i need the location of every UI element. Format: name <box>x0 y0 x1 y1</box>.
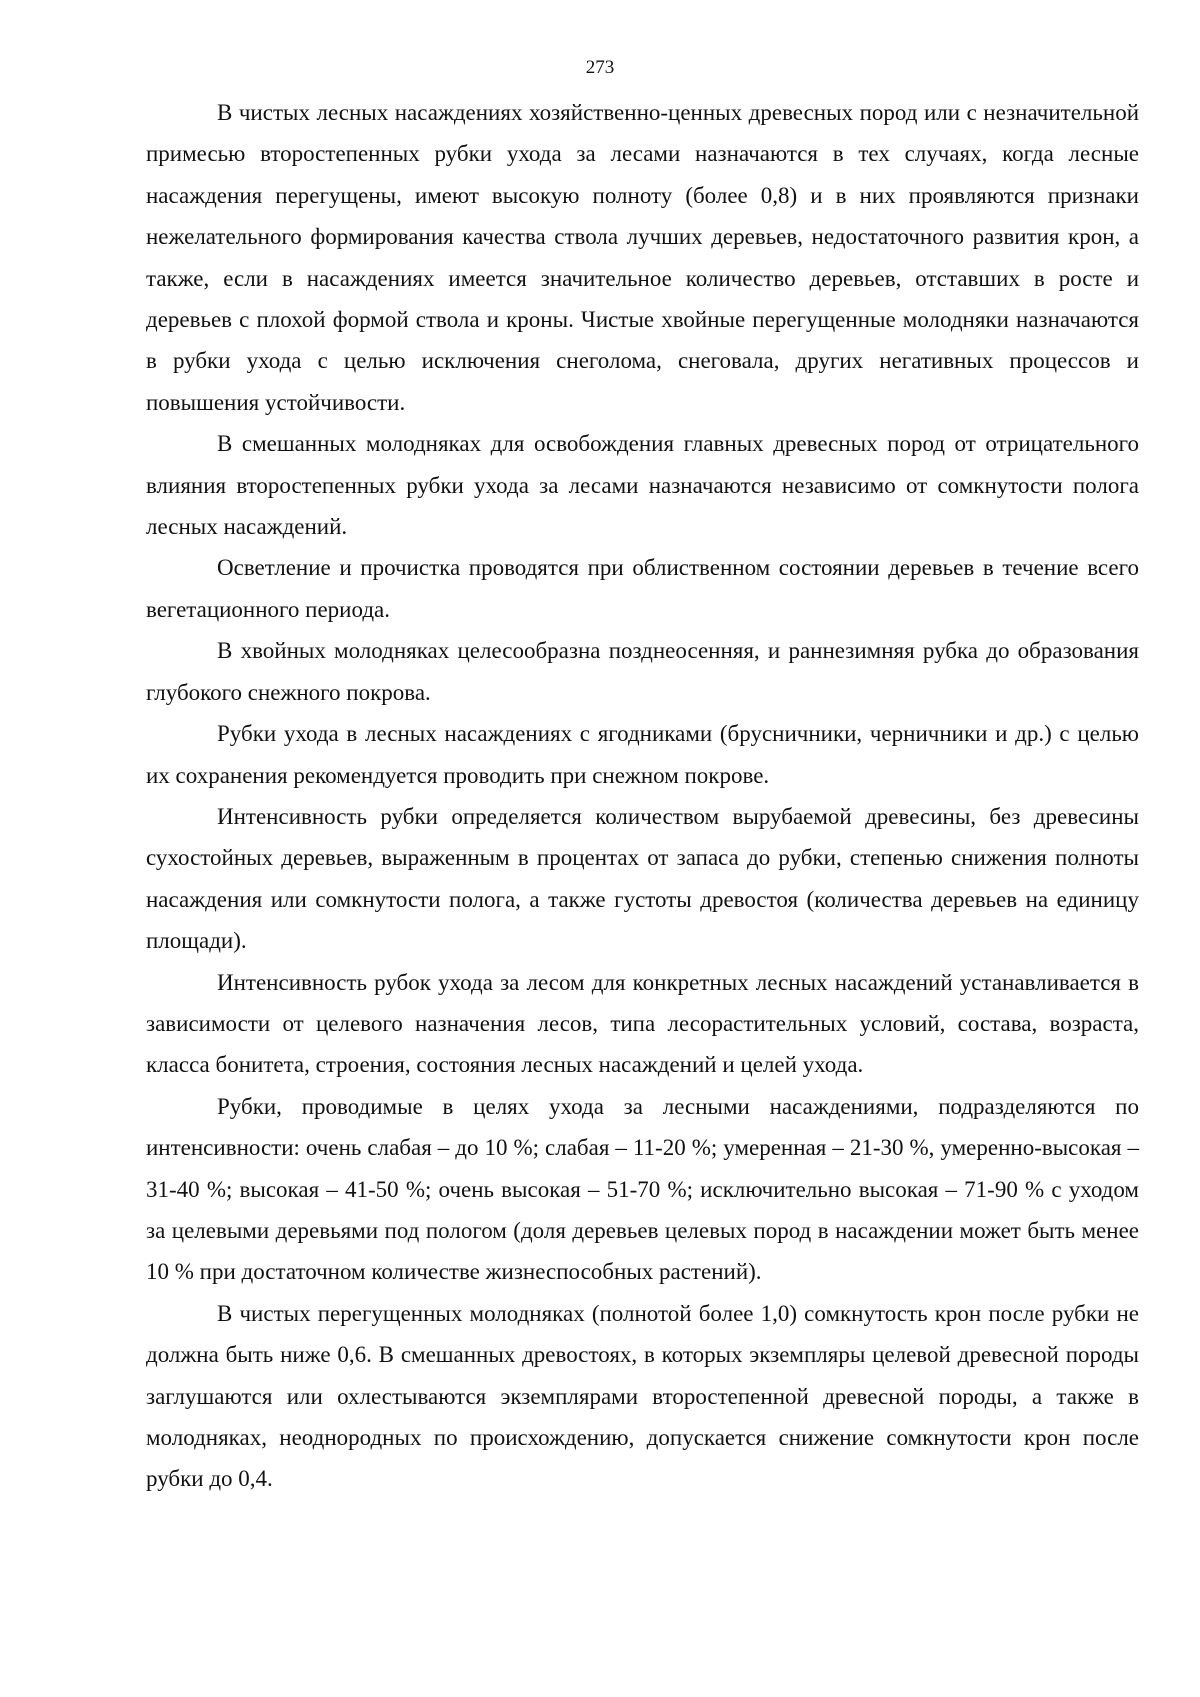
paragraph-coniferous-young-stands: В хвойных молодняках целесообразна позднеосенняя, и раннезимняя рубка до образования глубокого снежного покрова. <box>146 638 1139 705</box>
paragraph-mixed-young-stands: В смешанных молодняках для освобождения главных древесных пород от отрицательного влияния второстепенных рубки ухода за лесами назначаются независимо от сомкнутости полога лесных насаждений. <box>146 431 1139 540</box>
paragraph-crown-closure: В чистых перегущенных молодняках (полнотой более 1,0) сомкнутость крон после рубки не должна быть ниже 0,6. В смешанных древостоях, в которых экземпляры целевой древесной породы заглушаются или охлестываются экземплярами второстепенной древесной породы, а также в молодняках, неоднородных по происхождению, допускается снижение сомкнутости крон после рубки до 0,4. <box>146 1300 1139 1492</box>
paragraph-berry-stands: Рубки ухода в лесных насаждениях с ягодниками (брусничники, черничники и др.) с целью их сохранения рекомендуется проводить при снежном покрове. <box>146 721 1139 788</box>
paragraph-intensity-classes: Рубки, проводимые в целях ухода за лесными насаждениями, подразделяются по интенсивности: очень слабая – до 10 %; слабая – 11-20 %; умеренная – 21-30 %, умеренно-высокая – 31-40 %; высокая – 41-50 %; очень высокая – 51-70 %; исключительно высокая – 71-90 % с уходом за целевыми деревьями под пологом (доля деревьев целевых пород в насаждении может быть менее 10 % при достаточном количестве жизнеспособных растений). <box>146 1093 1139 1285</box>
paragraph-cutting-intensity-definition: Интенсивность рубки определяется количеством вырубаемой древесины, без древесины сухостойных деревьев, выраженным в процентах от запаса до рубки, степенью снижения полноты насаждения или сомкнутости полога, а также густоты древостоя (количества деревьев на единицу площади). <box>146 803 1139 954</box>
page-body <box>146 92 1139 1500</box>
page-number: 273 <box>585 57 615 78</box>
paragraph-intensity-factors: Интенсивность рубок ухода за лесом для конкретных лесных насаждений устанавливается в зависимости от целевого назначения лесов, типа лесорастительных условий, состава, возраста, класса бонитета, строения, состояния лесных насаждений и целей ухода. <box>146 969 1139 1078</box>
paragraph-pure-stands: В чистых лесных насаждениях хозяйственно-ценных древесных пород или с незначительной примесью второстепенных рубки ухода за лесами назначаются в тех случаях, когда лесные насаждения перегущены, имеют высокую полноту (более 0,8) и в них проявляются признаки нежелательного формирования качества ствола лучших деревьев, недостаточного развития крон, а также, если в насаждениях имеется значительное количество деревьев, отставших в росте и деревьев с плохой формой ствола и кроны. Чистые хвойные перегущенные молодняки назначаются в рубки ухода с целью исключения снеголома, снеговала, других негативных процессов и повышения устойчивости. <box>146 100 1139 415</box>
paragraph-clearing-timing: Осветление и прочистка проводятся при облиственном состоянии деревьев в течение всего вегетационного периода. <box>146 555 1139 622</box>
